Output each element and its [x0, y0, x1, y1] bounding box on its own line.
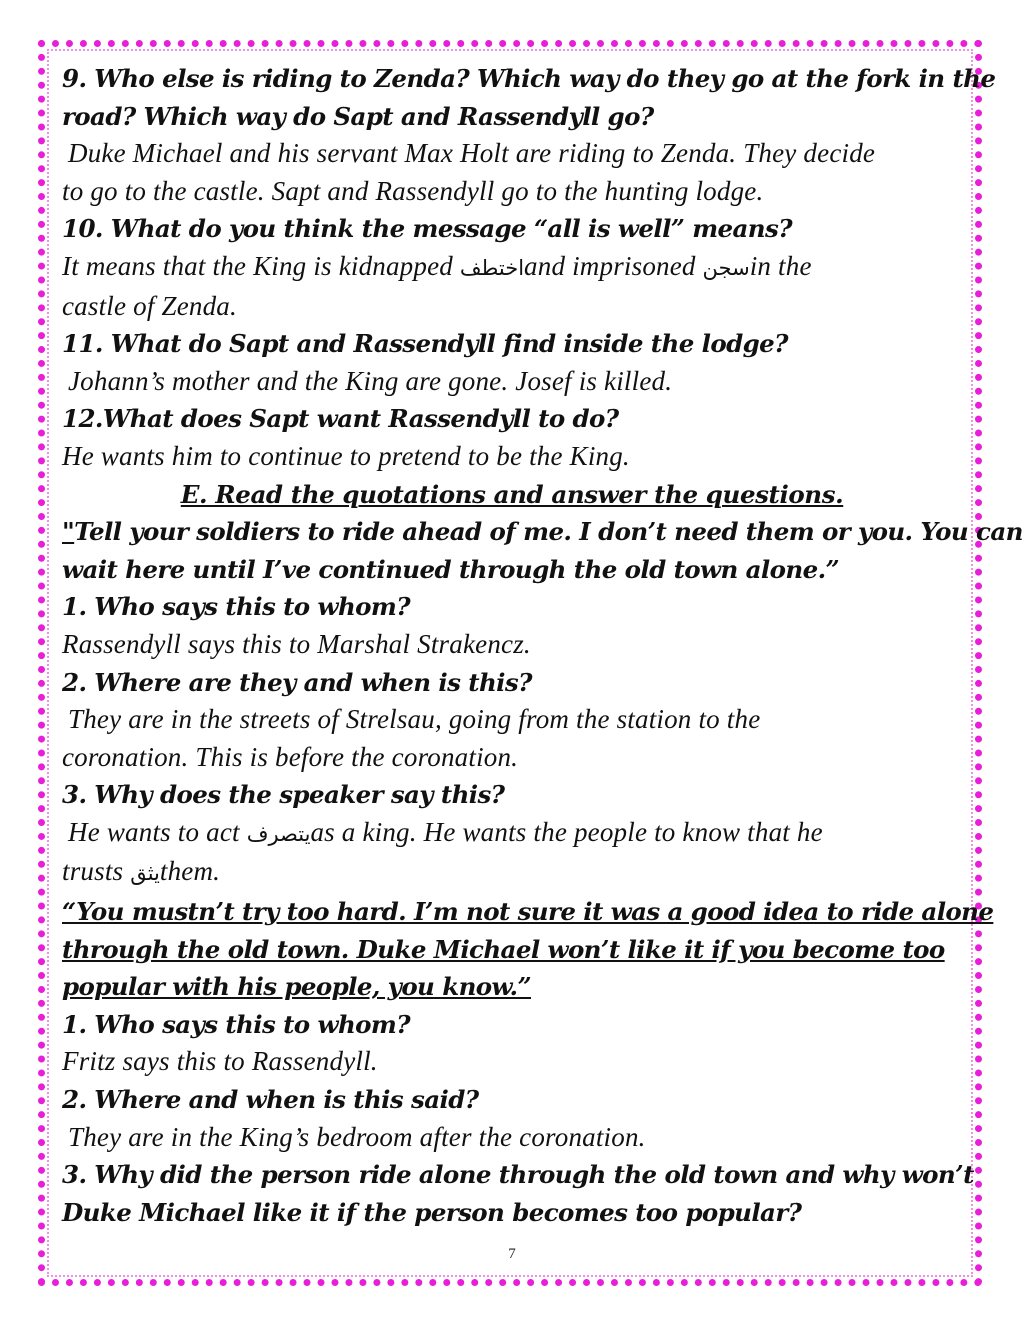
- answer-10-text-1: It means that the King is kidnapped: [62, 250, 460, 281]
- question-9-line-1: 9. Who else is riding to Zenda? Which way do they go at the fork in the: [62, 64, 996, 93]
- answer-10-line-2: castle of Zenda.: [62, 290, 237, 321]
- answer-9-line-2: to go to the castle. Sapt and Rassendyll go to the hunting lodge.: [62, 175, 764, 206]
- answer-10-text-3: in the: [749, 250, 812, 281]
- answer-10-text-2: and imprisoned: [524, 250, 703, 281]
- quotation-1-question-3: 3. Why does the speaker say this?: [62, 780, 505, 810]
- quotation-1-answer-2-line-1: They are in the streets of Strelsau, going from the station to the: [68, 704, 761, 735]
- quotation-2-question-1: 1. Who says this to whom?: [62, 1009, 411, 1039]
- answer-11: Johann’s mother and the King are gone. Josef is killed.: [68, 365, 673, 396]
- quotation-1-answer-3-text-4: them.: [159, 856, 221, 887]
- answer-10-line-1: [62, 248, 962, 288]
- question-12: 12.What does Sapt want Rassendyll to do?: [62, 404, 619, 434]
- page-number: 7: [508, 1246, 516, 1262]
- quotation-2-line-3: popular with his people, you know.”: [62, 972, 531, 1002]
- document-body: [62, 60, 1023, 1231]
- quotation-1-open-mark: ": [62, 517, 75, 547]
- quotation-2-line-1: “You mustn’t try too hard. I’m not sure it was a good idea to ride alone: [62, 897, 994, 927]
- quotation-2-question-2: 2. Where and when is this said?: [62, 1085, 479, 1115]
- section-e-heading: E. Read the quotations and answer the questions.: [180, 479, 844, 509]
- quotation-2-question-3-line-2: Duke Michael like it if the person becomes too popular?: [62, 1197, 802, 1227]
- quotation-2-question-3-line-1: 3. Why did the person ride alone through the old town and why won’t: [62, 1160, 974, 1190]
- quotation-1-answer-2-line-2: coronation. This is before the coronation.: [62, 741, 519, 772]
- arabic-gloss-act: يتصرف: [246, 821, 311, 846]
- question-11: 11. What do Sapt and Rassendyll find inside the lodge?: [62, 329, 788, 359]
- quotation-1-answer-3-text-1: He wants to act: [68, 816, 247, 847]
- quotation-2-line-2: through the old town. Duke Michael won’t like it if you become too: [62, 934, 945, 964]
- quotation-1-answer-3-text-2: as a king. He wants the people to know that he: [310, 816, 823, 847]
- quotation-1-answer-1: Rassendyll says this to Marshal Strakencz.: [62, 628, 531, 659]
- arabic-gloss-trusts: يثق: [130, 861, 160, 886]
- quotation-1-line-2: wait here until I’ve continued through the old town alone.”: [62, 554, 840, 584]
- quotation-1-answer-3-text-3: trusts: [62, 856, 131, 887]
- quotation-2-answer-2: They are in the King’s bedroom after the coronation.: [68, 1121, 646, 1152]
- answer-9-line-1: Duke Michael and his servant Max Holt are riding to Zenda. They decide: [68, 138, 876, 169]
- quotation-1-text-1: Tell your soldiers to ride ahead of me. I don’t need them or you. You can: [74, 517, 1023, 547]
- quotation-1-line-1: [62, 513, 1023, 551]
- quotation-1-answer-3-line-1: [62, 814, 962, 854]
- question-9-line-2: road? Which way do Sapt and Rassendyll go?: [62, 101, 654, 131]
- question-10: 10. What do you think the message “all is well” means?: [62, 214, 792, 244]
- quotation-1-answer-3-line-2: [62, 853, 962, 893]
- quotation-1-question-1: 1. Who says this to whom?: [62, 592, 411, 622]
- arabic-gloss-imprisoned: سجن: [702, 255, 750, 280]
- arabic-gloss-kidnapped: اختطف: [459, 255, 525, 280]
- quotation-2-answer-1: Fritz says this to Rassendyll.: [62, 1046, 378, 1077]
- quotation-1-question-2: 2. Where are they and when is this?: [62, 667, 532, 697]
- answer-12: He wants him to continue to pretend to be the King.: [62, 440, 630, 471]
